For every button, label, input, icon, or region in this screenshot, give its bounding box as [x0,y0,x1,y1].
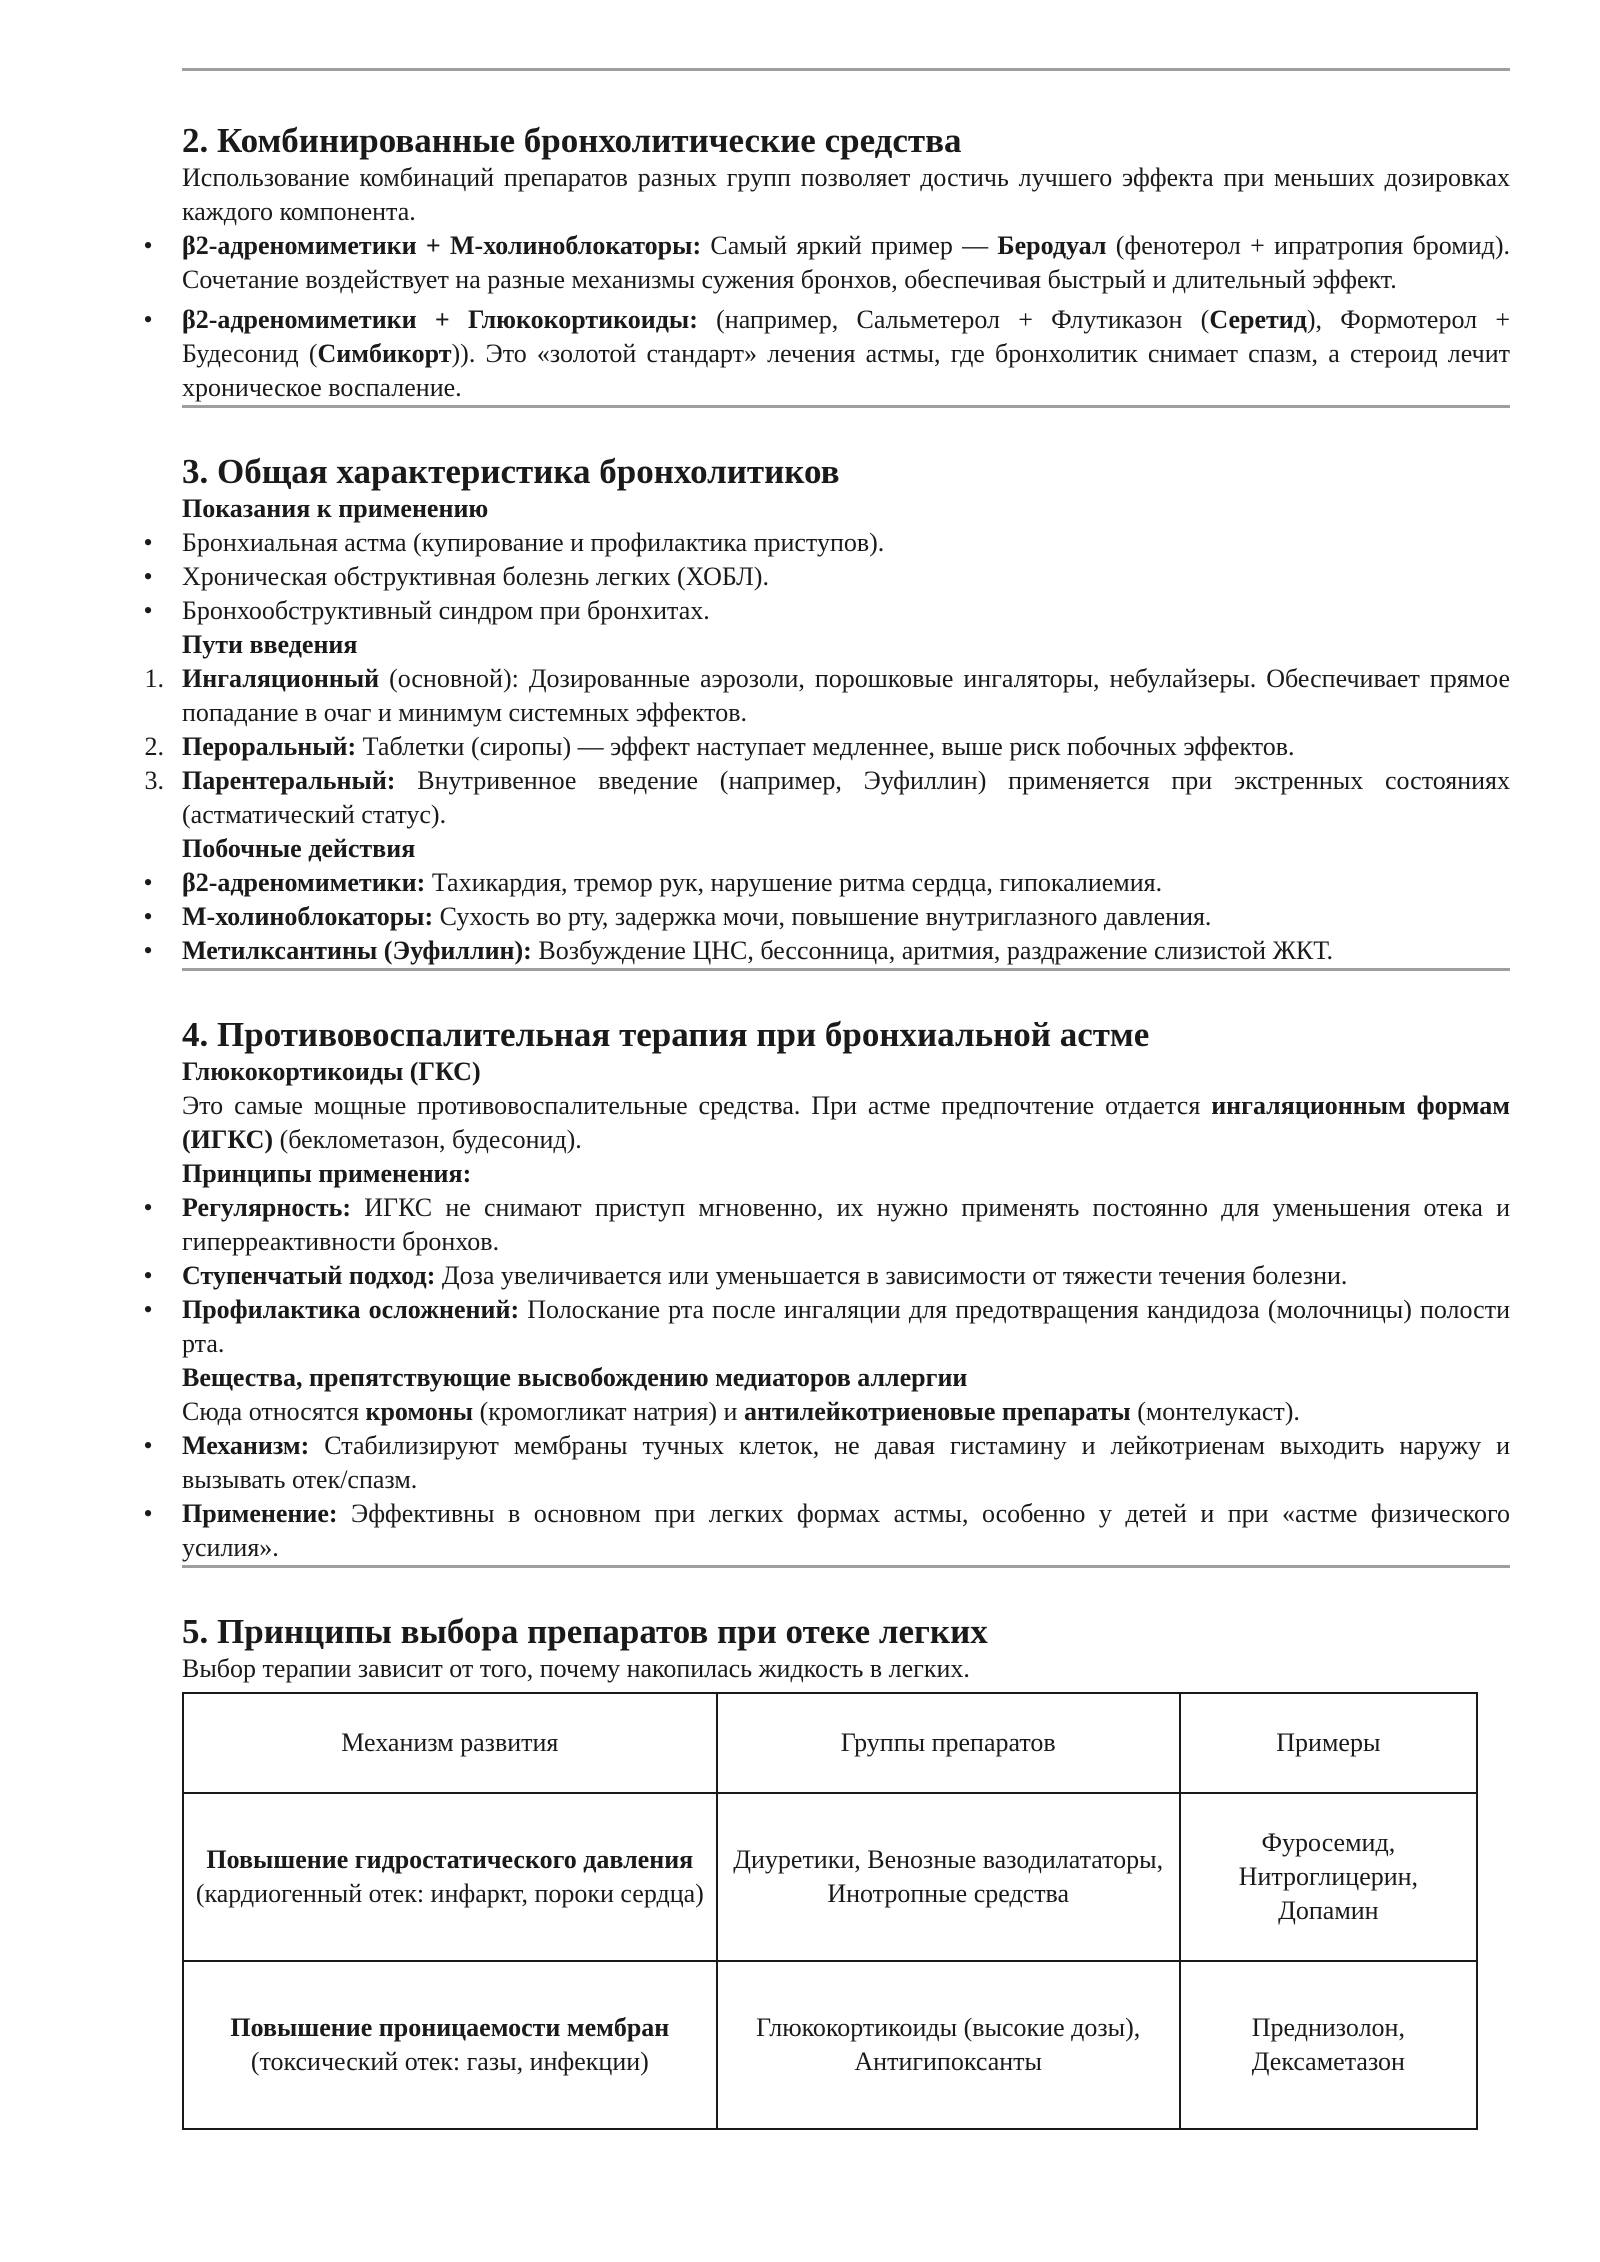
section-3-title: 3. Общая характеристика бронхолитиков [182,452,840,491]
section-2-list [143,229,1510,405]
list-item: 3. Парентеральный: Внутривенное введение (например, Эуфиллин) применяется при экстренных состояниях (астматический статус). [182,764,1510,832]
section-divider [182,405,1510,408]
mediator-inhibitors-list [143,1429,1510,1565]
section-pulmonary-edema [182,1612,1510,2130]
table-row [183,1961,1477,2129]
table-cell-groups: Диуретики, Венозные вазодилататоры, Инотропные средства [717,1793,1180,1961]
list-item: • Применение: Эффективны в основном при легких формах астмы, особенно у детей и при «астме физического усилия». [182,1497,1510,1565]
principles-heading: Принципы применения: [182,1159,472,1188]
table-row [183,1793,1477,1961]
table-header: Группы препаратов [717,1693,1180,1793]
table-header-row [183,1693,1477,1793]
list-item: 1. Ингаляционный (основной): Дозированные аэрозоли, порошковые ингаляторы, небулайзеры. Обеспечивает прямое попадание в очаг и минимум системных эффектов. [182,662,1510,730]
section-5-title: 5. Принципы выбора препаратов при отеке легких [182,1612,988,1651]
table-cell-examples: Преднизолон, Дексаметазон [1180,1961,1477,2129]
bullet-icon: • [143,1499,153,1528]
routes-heading: Пути введения [182,630,358,659]
gks-paragraph: Это самые мощные противовоспалительные средства. При астме предпочтение отдается ингаляционным формам (ИГКС) (беклометазон, будесонид). [182,1091,1510,1154]
list-item: • Бронхообструктивный синдром при бронхитах. [182,594,1510,628]
indications-heading: Показания к применению [182,494,489,523]
bullet-icon: • [143,1295,153,1324]
section-divider [182,1565,1510,1568]
table-cell-mechanism: Повышение проницаемости мембран (токсический отек: газы, инфекции) [183,1961,717,2129]
list-number: 2. [144,732,164,761]
list-item: • Бронхиальная астма (купирование и профилактика приступов). [182,526,1510,560]
bullet-icon: • [143,528,153,557]
table-header: Механизм развития [183,1693,717,1793]
section-2-title: 2. Комбинированные бронхолитические средства [182,121,962,160]
bullet-icon: • [143,562,153,591]
bullet-icon: • [143,868,153,897]
list-item: • М-холиноблокаторы: Сухость во рту, задержка мочи, повышение внутриглазного давления. [182,900,1510,934]
top-rule [182,68,1510,71]
list-item: • Регулярность: ИГКС не снимают приступ мгновенно, их нужно применять постоянно для уменьшения отека и гиперреактивности бронхов. [182,1191,1510,1259]
side-effects-heading: Побочные действия [182,834,416,863]
section-5-intro: Выбор терапии зависит от того, почему накопилась жидкость в легких. [182,1654,970,1683]
list-number: 1. [144,664,164,693]
list-item: • Механизм: Стабилизируют мембраны тучных клеток, не давая гистамину и лейкотриенам выходить наружу и вызывать отек/спазм. [182,1429,1510,1497]
list-item: • Профилактика осложнений: Полоскание рта после ингаляции для предотвращения кандидоза (молочницы) полости рта. [182,1293,1510,1361]
principles-list [143,1191,1510,1361]
bullet-icon: • [143,1261,153,1290]
table-cell-examples: Фуросемид, Нитроглицерин, Допамин [1180,1793,1477,1961]
bullet-icon: • [143,305,153,334]
indications-list [143,526,1510,628]
bullet-icon: • [143,1431,153,1460]
section-4-title: 4. Противовоспалительная терапия при бронхиальной астме [182,1015,1150,1054]
list-item: • Ступенчатый подход: Доза увеличивается или уменьшается в зависимости от тяжести течения болезни. [182,1259,1510,1293]
routes-list [144,662,1510,832]
section-2-intro: Использование комбинаций препаратов разных групп позволяет достичь лучшего эффекта при меньших дозировках каждого компонента. [182,163,1510,226]
side-effects-list [143,866,1510,968]
list-item: • Хроническая обструктивная болезнь легких (ХОБЛ). [182,560,1510,594]
list-item: 2. Пероральный: Таблетки (сиропы) — эффект наступает медленнее, выше риск побочных эффектов. [182,730,1510,764]
list-item: • β2-адреномиметики + Глюкокортикоиды: (например, Сальметерол + Флутиказон (Серетид), Формотерол + Будесонид (Симбикорт)). Это «золотой стандарт» лечения астмы, где бронхолитик снимает спазм, а стероид лечит хроническое воспаление. [182,303,1510,405]
bullet-icon: • [143,231,153,260]
list-item: • β2-адреномиметики: Тахикардия, тремор рук, нарушение ритма сердца, гипокалиемия. [182,866,1510,900]
section-combined-bronchodilators [143,121,1510,405]
mediator-inhibitors-heading: Вещества, препятствующие высвобождению медиаторов аллергии [182,1363,968,1392]
list-item: • Метилксантины (Эуфиллин): Возбуждение ЦНС, бессонница, аритмия, раздражение слизистой ЖКТ. [182,934,1510,968]
list-number: 3. [144,766,164,795]
document-page [143,68,1510,2130]
gks-heading: Глюкокортикоиды (ГКС) [182,1057,481,1086]
bullet-icon: • [143,596,153,625]
section-general-characteristics [143,452,1510,968]
table-header: Примеры [1180,1693,1477,1793]
list-item: • β2-адреномиметики + М-холиноблокаторы: Самый яркий пример — Беродуал (фенотерол + ипратропия бромид). Сочетание воздействует на разные механизмы сужения бронхов, обеспечивая быстрый и длительный эффект. [182,229,1510,297]
section-anti-inflammatory [143,1015,1510,1565]
section-divider [182,968,1510,971]
edema-therapy-table [182,1692,1478,2130]
bullet-icon: • [143,936,153,965]
bullet-icon: • [143,1193,153,1222]
table-cell-mechanism: Повышение гидростатического давления (кардиогенный отек: инфаркт, пороки сердца) [183,1793,717,1961]
bullet-icon: • [143,902,153,931]
table-cell-groups: Глюкокортикоиды (высокие дозы), Антигипоксанты [717,1961,1180,2129]
mediator-inhibitors-paragraph: Сюда относятся кромоны (кромогликат натрия) и антилейкотриеновые препараты (монтелукаст). [182,1397,1300,1426]
